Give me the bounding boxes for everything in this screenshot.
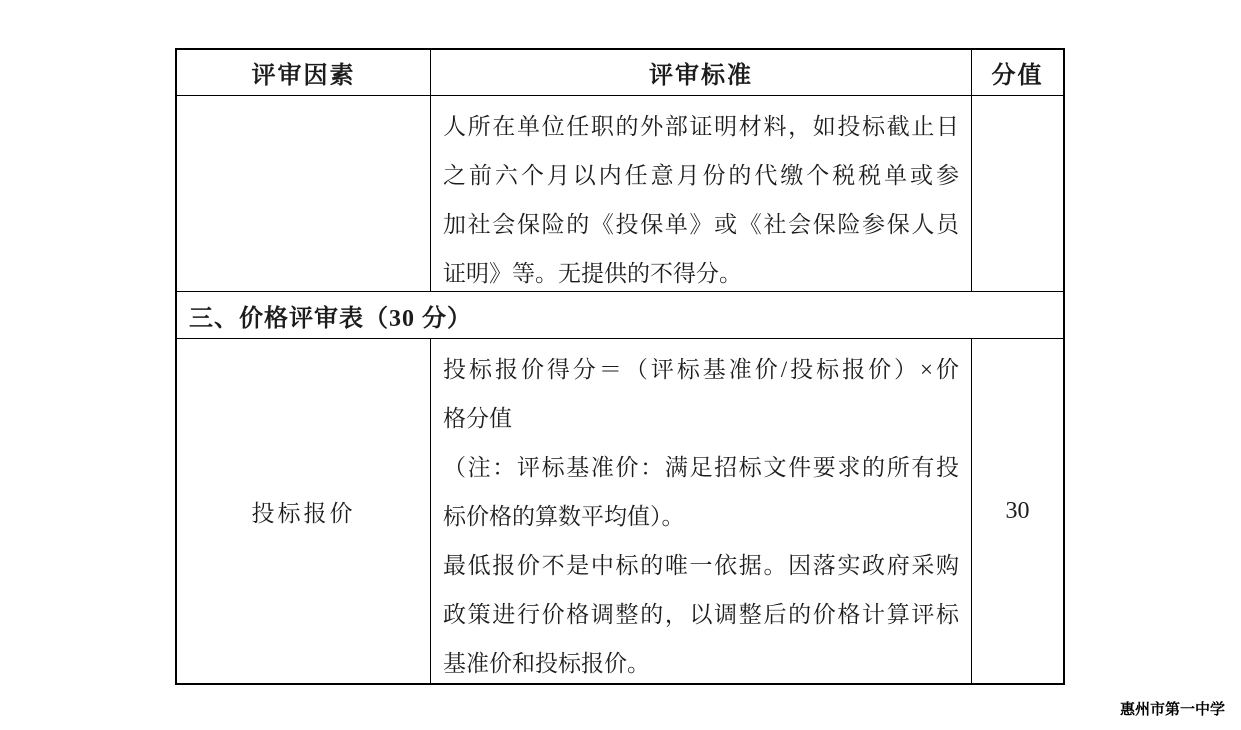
score-cell-empty	[972, 96, 1063, 292]
criteria-line: 政策进行价格调整的，以调整后的价格计算评标	[443, 602, 959, 627]
criteria-line: 之前六个月以内任意月份的代缴个税税单或参	[443, 163, 959, 188]
criteria-line: （注：评标基准价：满足招标文件要求的所有投	[443, 455, 959, 480]
criteria-cell-bid-price	[431, 339, 972, 683]
criteria-line: 加社会保险的《投保单》或《社会保险参保人员	[443, 212, 959, 237]
header-factor: 评审因素	[177, 50, 431, 96]
criteria-line: 最低报价不是中标的唯一依据。因落实政府采购	[443, 553, 959, 578]
criteria-line: 基准价和投标报价。	[443, 651, 650, 676]
criteria-line: 投标报价得分＝（评标基准价/投标报价）×价	[443, 357, 959, 382]
header-criteria: 评审标准	[431, 50, 972, 96]
evaluation-criteria-table	[175, 48, 1065, 685]
factor-cell-empty	[177, 96, 431, 292]
section-header-price-table: 三、价格评审表（30 分）	[177, 292, 1063, 339]
score-cell-bid-price: 30	[1005, 497, 1030, 524]
factor-cell-bid-price: 投标报价	[177, 339, 431, 683]
criteria-line: 人所在单位任职的外部证明材料，如投标截止日	[443, 114, 959, 139]
footer-school-name: 惠州市第一中学	[1119, 701, 1225, 718]
header-score: 分值	[972, 50, 1063, 96]
criteria-line: 标价格的算数平均值）。	[443, 504, 685, 529]
criteria-cell-continuation	[431, 96, 972, 292]
criteria-line: 格分值	[443, 406, 512, 431]
criteria-line: 证明》等。无提供的不得分。	[443, 261, 742, 286]
